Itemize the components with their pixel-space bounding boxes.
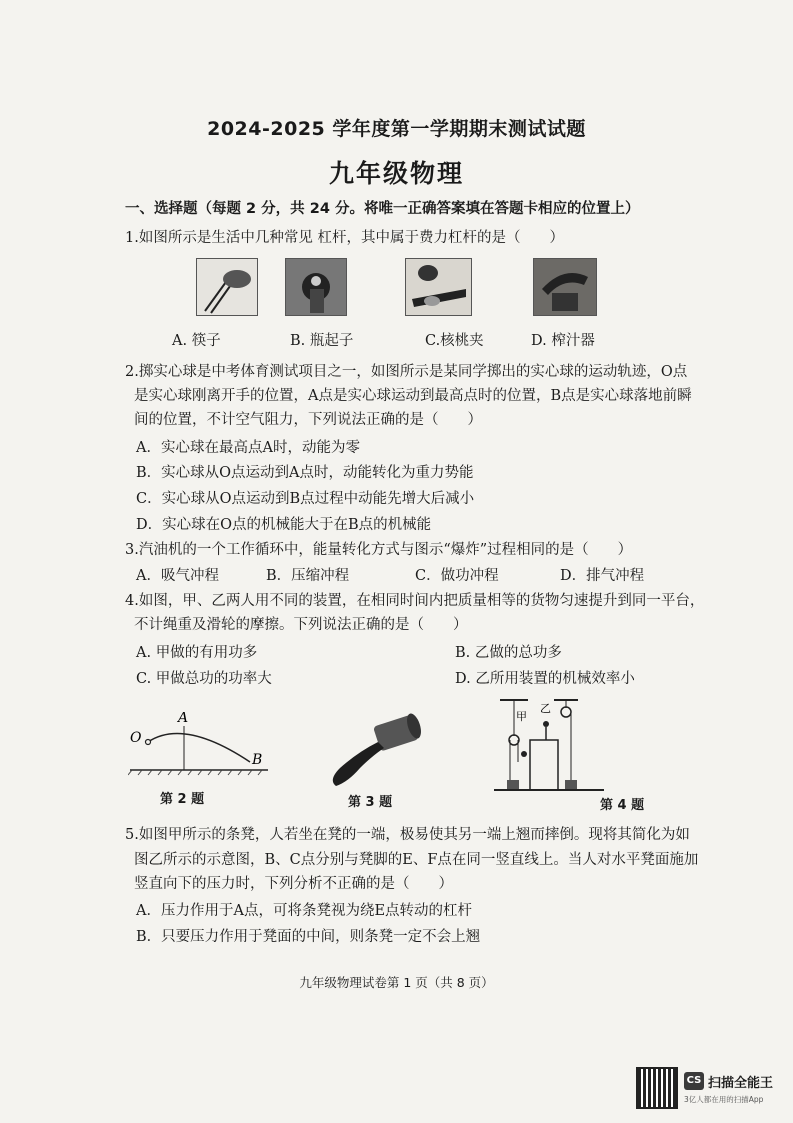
label-jia: 甲: [516, 710, 527, 723]
q3-stem: 3.汽油机的一个工作循环中，能量转化方式与图示“爆炸”过程相同的是（ ）: [125, 542, 633, 558]
camscanner-name: 扫描全能王: [708, 1076, 774, 1091]
label-yi: 乙: [540, 702, 551, 715]
trajectory-figure: [128, 712, 278, 776]
q2-option-d: D．实心球在O点的机械能大于在B点的机械能: [136, 517, 432, 533]
explosion-figure: [318, 712, 438, 792]
q1-option-b: B. 瓶起子: [290, 333, 354, 349]
nutcracker-image: [405, 258, 472, 316]
q3-option-c: C．做功冲程: [415, 568, 499, 584]
q4-stem-line-2: 不计绳重及滑轮的摩擦。下列说法正确的是（ ）: [134, 617, 468, 633]
q2-stem-line-3: 间的位置，不计空气阻力，下列说法正确的是（ ）: [134, 412, 482, 428]
q4-option-d: D. 乙所用装置的机械效率小: [455, 671, 635, 687]
chopsticks-image: [196, 258, 258, 316]
point-a-label: A: [178, 712, 189, 726]
q2-stem-line-2: 是实心球刚离开手的位置，A点是实心球运动到最高点时的位置，B点是实心球落地前瞬: [134, 388, 692, 404]
fig2-caption: 第 2 题: [160, 792, 205, 807]
camscanner-logo: CS: [684, 1072, 704, 1090]
q1-option-a: A. 筷子: [172, 333, 221, 349]
q5-stem-line-2: 图乙所示的示意图，B、C点分别与凳脚的E、F点在同一竖直线上。当人对水平凳面施加: [134, 852, 699, 868]
q1-stem: 1.如图所示是生活中几种常见 杠杆，其中属于费力杠杆的是（ ）: [125, 230, 564, 246]
fig4-caption: 第 4 题: [600, 798, 645, 813]
q1-option-c: C.核桃夹: [425, 333, 484, 349]
bottle-opener-image: [285, 258, 347, 316]
qr-code-icon: [636, 1067, 678, 1109]
q4-option-c: C. 甲做总功的功率大: [136, 671, 272, 687]
exam-title: 2024-2025 学年度第一学期期末测试试题: [207, 118, 586, 140]
q3-option-a: A．吸气冲程: [136, 568, 219, 584]
point-b-label: B: [252, 752, 263, 768]
juicer-image: [533, 258, 597, 316]
q2-option-a: A．实心球在最高点A时，动能为零: [136, 440, 360, 456]
q4-stem-line-1: 4.如图，甲、乙两人用不同的装置，在相同时间内把质量相等的货物匀速提升到同一平台，: [125, 593, 705, 609]
page-footer: 九年级物理试卷第 1 页（共 8 页）: [299, 975, 494, 990]
q2-stem-line-1: 2.掷实心球是中考体育测试项目之一，如图所示是某同学掷出的实心球的运动轨迹，O点: [125, 364, 688, 380]
point-o-label: O: [130, 730, 142, 746]
camscanner-tagline: 3亿人都在用的扫描App: [684, 1095, 764, 1104]
q1-option-d: D. 榨汁器: [531, 333, 595, 349]
q5-stem-line-1: 5.如图甲所示的条凳，人若坐在凳的一端，极易使其另一端上翘而摔倒。现将其简化为如: [125, 827, 690, 843]
q5-stem-line-3: 竖直向下的压力时，下列分析不正确的是（ ）: [134, 876, 453, 892]
q5-option-b: B．只要压力作用于凳面的中间，则条凳一定不会上翘: [136, 929, 481, 945]
q2-option-c: C．实心球从O点运动到B点过程中动能先增大后减小: [136, 491, 475, 507]
section-heading: 一、选择题（每题 2 分，共 24 分。将唯一正确答案填在答题卡相应的位置上）: [125, 201, 640, 217]
q4-option-a: A. 甲做的有用功多: [136, 645, 258, 661]
pulley-figure: [494, 696, 604, 802]
q4-option-b: B. 乙做的总功多: [455, 645, 562, 661]
q2-option-b: B．实心球从O点运动到A点时，动能转化为重力势能: [136, 465, 474, 481]
fig3-caption: 第 3 题: [348, 795, 393, 810]
q5-option-a: A．压力作用于A点，可将条凳视为绕E点转动的杠杆: [136, 903, 473, 919]
q3-option-b: B．压缩冲程: [266, 568, 350, 584]
q3-option-d: D．排气冲程: [560, 568, 645, 584]
exam-subject: 九年级物理: [328, 159, 464, 188]
